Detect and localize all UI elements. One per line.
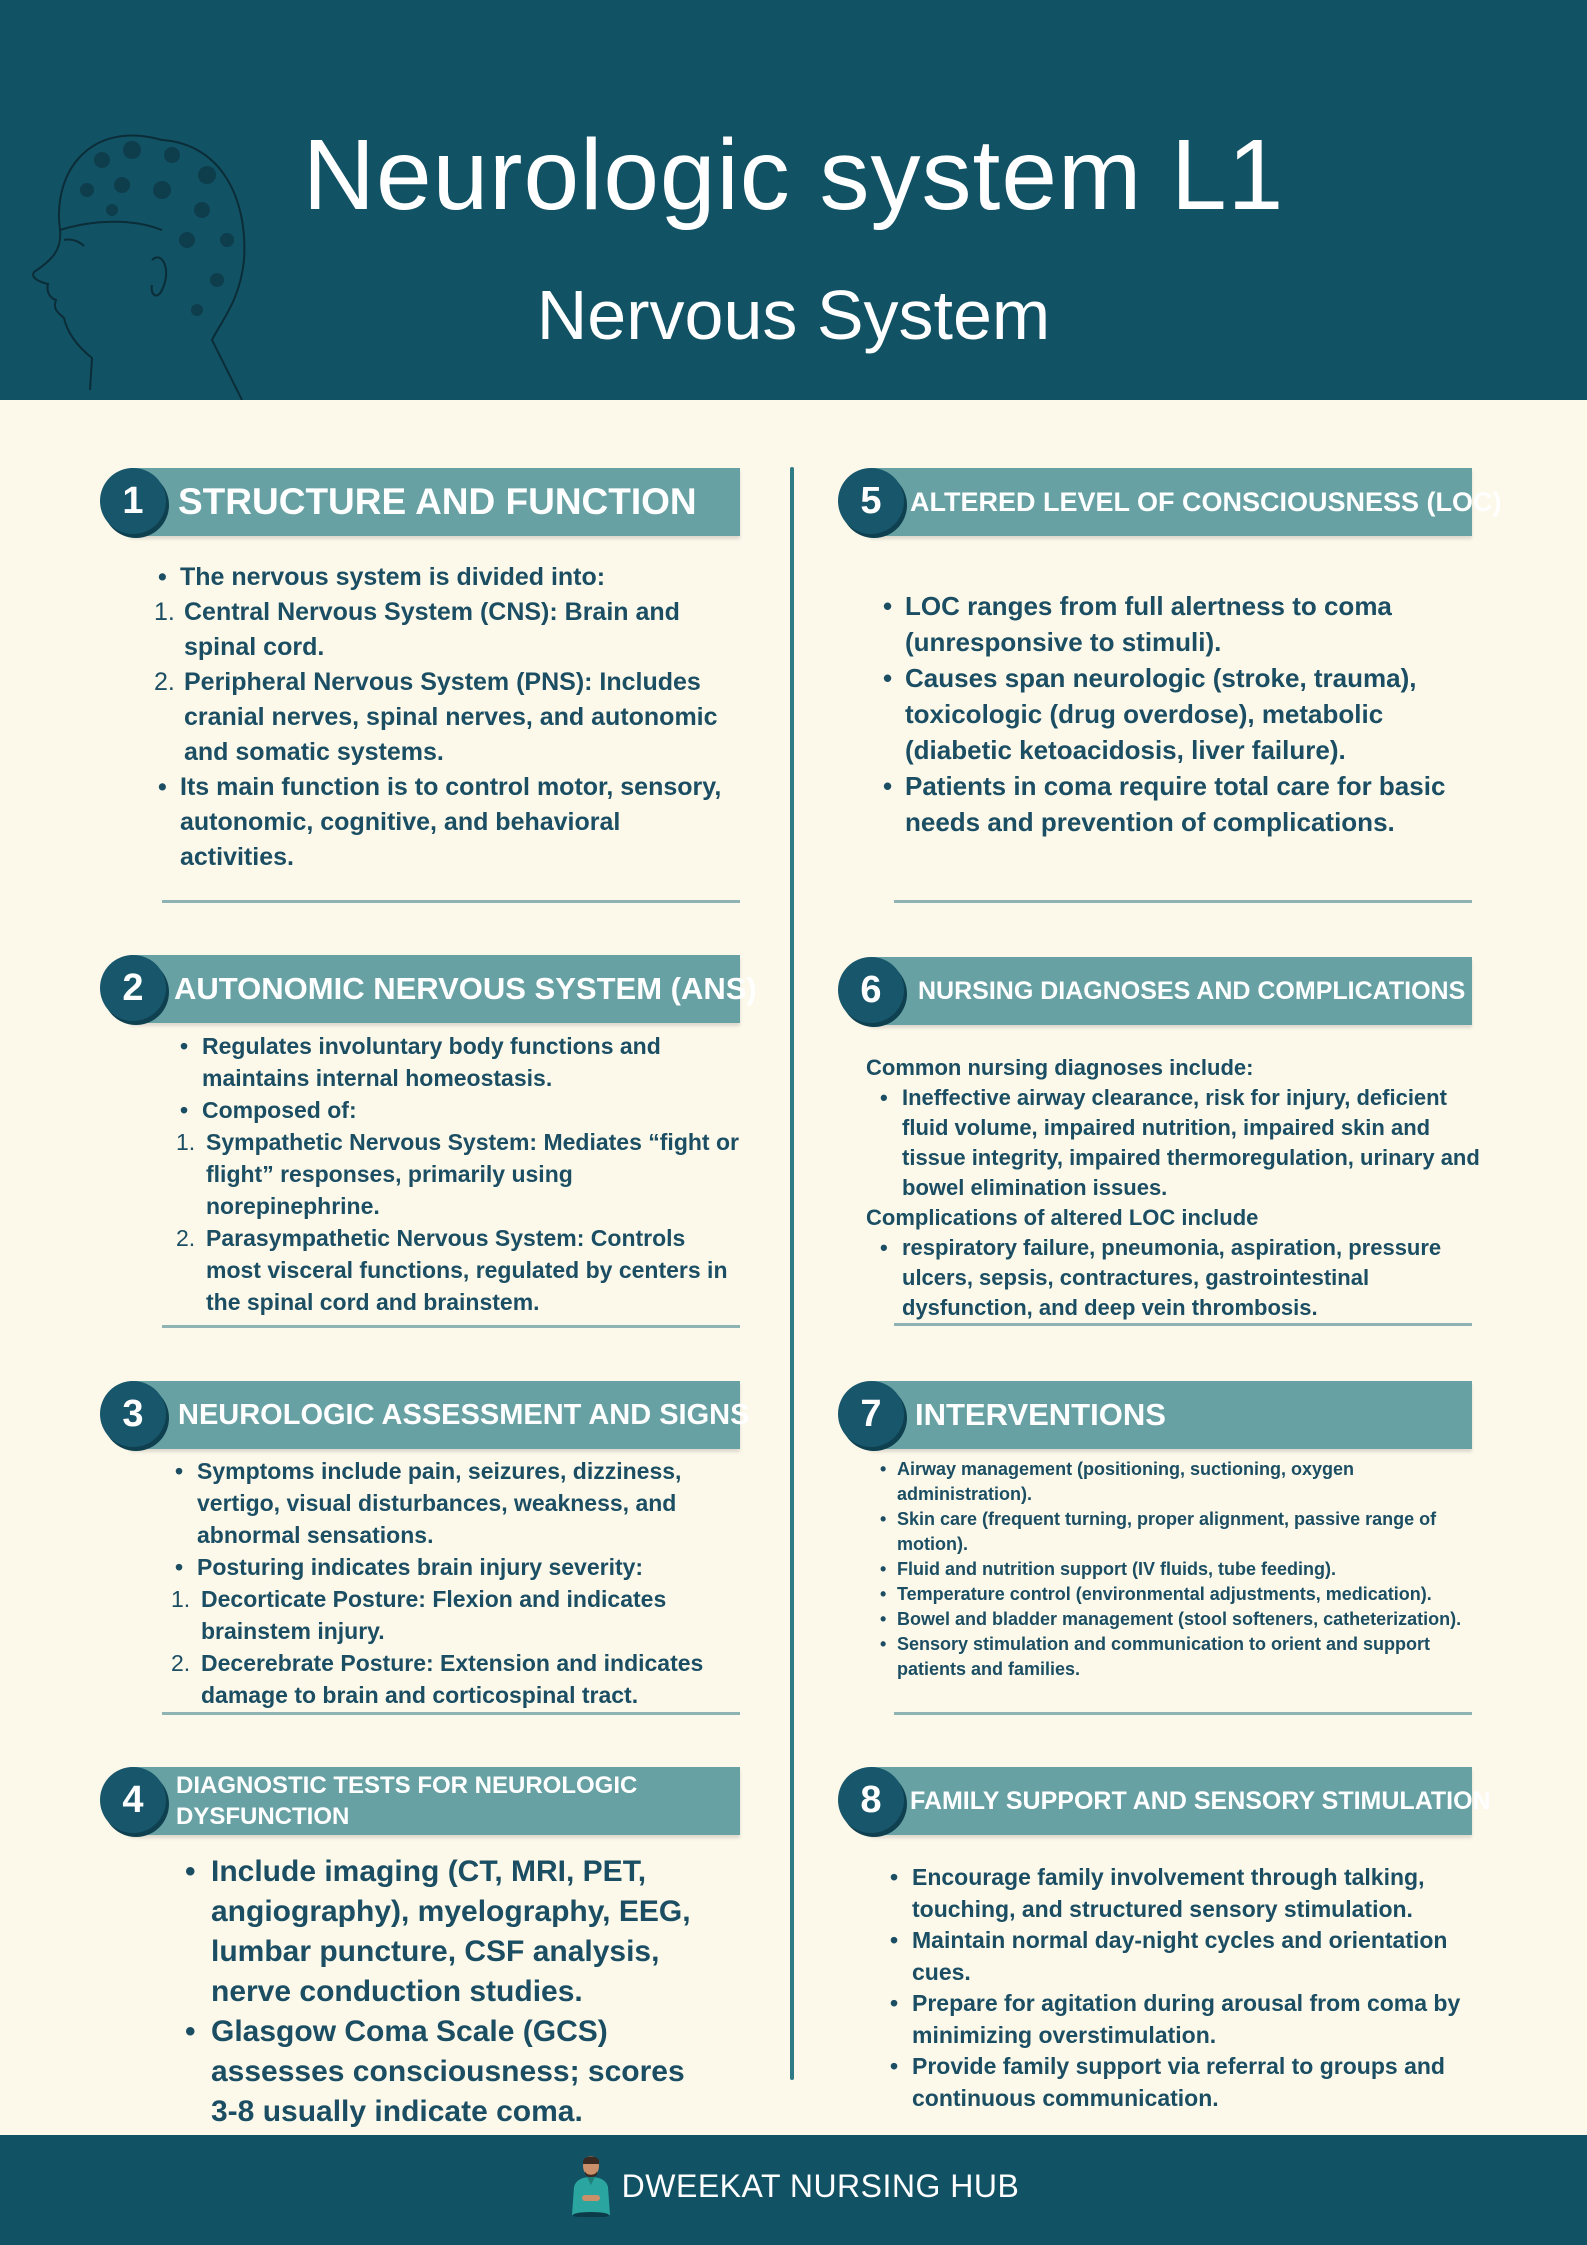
list-item: 1. Sympathetic Nervous System: Mediates “fight or flight” responses, primarily using norepinephrine. — [176, 1129, 739, 1219]
section-title: DIAGNOSTIC TESTS FOR NEUROLOGIC DYSFUNCTION — [176, 1772, 638, 1830]
section-banner — [870, 957, 1472, 1025]
section-number-badge: 8 — [838, 1767, 904, 1833]
page-title: Neurologic system L1 — [302, 119, 1285, 231]
section-body — [890, 1862, 1510, 2114]
list-item: • Skin care (frequent turning, proper alignment, passive range of motion). — [880, 1509, 1437, 1554]
list-item: • Patients in coma require total care for basic needs and prevention of complications. — [883, 771, 1446, 837]
section-body — [154, 560, 728, 875]
column-divider — [790, 467, 794, 2080]
section-body — [866, 1053, 1496, 1323]
section-rule — [894, 1712, 1472, 1715]
section-number-badge: 4 — [100, 1767, 166, 1833]
list-item: • Fluid and nutrition support (IV fluids, tube feeding). — [880, 1559, 1336, 1579]
section-number-badge: 5 — [838, 468, 904, 534]
list-item: • The nervous system is divided into: — [158, 563, 606, 591]
section-title: NURSING DIAGNOSES AND COMPLICATIONS — [918, 976, 1466, 1005]
section-title: INTERVENTIONS — [915, 1397, 1166, 1432]
list-item: • Provide family support via referral to groups and continuous communication. — [890, 2053, 1445, 2111]
list-item: • Prepare for agitation during arousal from coma by minimizing overstimulation. — [890, 1990, 1461, 2048]
header-banner — [0, 0, 1587, 400]
section-banner — [130, 1381, 750, 1449]
section-number-badge: 1 — [100, 468, 166, 534]
list-item: • Posturing indicates brain injury severity: — [175, 1554, 644, 1580]
list-item: • Include imaging (CT, MRI, PET, angiography), myelography, EEG, lumbar puncture, CSF analysis, nerve conduction studies. — [185, 1855, 691, 2008]
list-item: • Causes span neurologic (stroke, trauma), toxicologic (drug overdose), metabolic (diabetic ketoacidosis, liver failure). — [883, 663, 1417, 765]
list-item: • LOC ranges from full alertness to coma (unresponsive to stimuli). — [883, 591, 1392, 657]
list-item: 1. Decorticate Posture: Flexion and indicates brainstem injury. — [171, 1586, 667, 1644]
list-item: • respiratory failure, pneumonia, aspiration, pressure ulcers, sepsis, contractures, gastrointestinal dysfunction, and deep vein thrombosis. — [880, 1235, 1442, 1320]
footer-bar — [0, 2135, 1587, 2245]
section-title: FAMILY SUPPORT AND SENSORY STIMULATION — [910, 1786, 1491, 1815]
nurse-avatar-icon — [568, 2155, 614, 2217]
section-body — [185, 1852, 705, 2132]
section-banner — [870, 1767, 1491, 1835]
section-body — [176, 1030, 740, 1318]
list-item: • Temperature control (environmental adjustments, medication). — [880, 1584, 1432, 1604]
list-item: 1. Central Nervous System (CNS): Brain and spinal cord. — [154, 598, 680, 661]
page-subtitle: Nervous System — [536, 276, 1051, 354]
list-item: • Symptoms include pain, seizures, dizziness, vertigo, visual disturbances, weakness, and abnormal sensations. — [175, 1458, 682, 1548]
list-item: • Glasgow Coma Scale (GCS) assesses consciousness; scores 3-8 usually indicate coma. — [185, 2015, 685, 2128]
section-rule — [162, 900, 740, 903]
section-body — [883, 588, 1483, 840]
section-rule — [894, 1323, 1472, 1326]
list-item: • Maintain normal day-night cycles and orientation cues. — [890, 1927, 1448, 1985]
list-heading: Complications of altered LOC include — [866, 1205, 1259, 1230]
section-body — [880, 1457, 1485, 1682]
list-item: • Sensory stimulation and communication to orient and support patients and families. — [880, 1634, 1431, 1679]
list-item: 2. Parasympathetic Nervous System: Controls most visceral functions, regulated by centers in the spinal cord and brainstem. — [176, 1225, 728, 1315]
list-heading: Common nursing diagnoses include: — [866, 1055, 1254, 1080]
list-item: • Ineffective airway clearance, risk for injury, deficient fluid volume, impaired nutrition, impaired skin and tissue integrity, impaired thermoregulation, urinary and bowel elimination issues. — [880, 1085, 1480, 1200]
brand-name: DWEEKAT NURSING HUB — [621, 2167, 1020, 2204]
footer-brand — [568, 2155, 1020, 2217]
section-rule — [894, 900, 1472, 903]
list-item: • Regulates involuntary body functions and maintains internal homeostasis. — [180, 1033, 661, 1091]
section-body — [171, 1455, 740, 1711]
section-rule — [162, 1325, 740, 1328]
section-banner — [870, 468, 1502, 536]
list-item: • Composed of: — [180, 1097, 357, 1123]
section-banner — [130, 468, 740, 536]
section-number-badge: 3 — [100, 1381, 166, 1447]
list-item: • Bowel and bladder management (stool softeners, catheterization). — [880, 1609, 1462, 1629]
list-item: • Encourage family involvement through talking, touching, and structured sensory stimulation. — [890, 1864, 1425, 1922]
section-title: AUTONOMIC NERVOUS SYSTEM (ANS) — [174, 971, 757, 1006]
section-title: NEUROLOGIC ASSESSMENT AND SIGNS — [178, 1398, 750, 1431]
section-banner — [130, 955, 757, 1023]
list-item: • Airway management (positioning, suctioning, oxygen administration). — [880, 1459, 1355, 1504]
section-banner — [870, 1381, 1472, 1449]
section-rule — [162, 1712, 740, 1715]
section-number-badge: 7 — [838, 1381, 904, 1447]
list-item: 2. Peripheral Nervous System (PNS): Includes cranial nerves, spinal nerves, and autonomic and somatic systems. — [154, 668, 718, 766]
section-banner — [130, 1767, 740, 1835]
list-item: 2. Decerebrate Posture: Extension and indicates damage to brain and corticospinal tract. — [171, 1650, 704, 1708]
section-number-badge: 2 — [100, 955, 166, 1021]
section-title: ALTERED LEVEL OF CONSCIOUSNESS (LOC) — [910, 486, 1502, 517]
section-number-badge: 6 — [838, 957, 904, 1023]
list-item: • Its main function is to control motor, sensory, autonomic, cognitive, and behavioral activities. — [158, 773, 722, 871]
section-title: STRUCTURE AND FUNCTION — [178, 481, 697, 522]
